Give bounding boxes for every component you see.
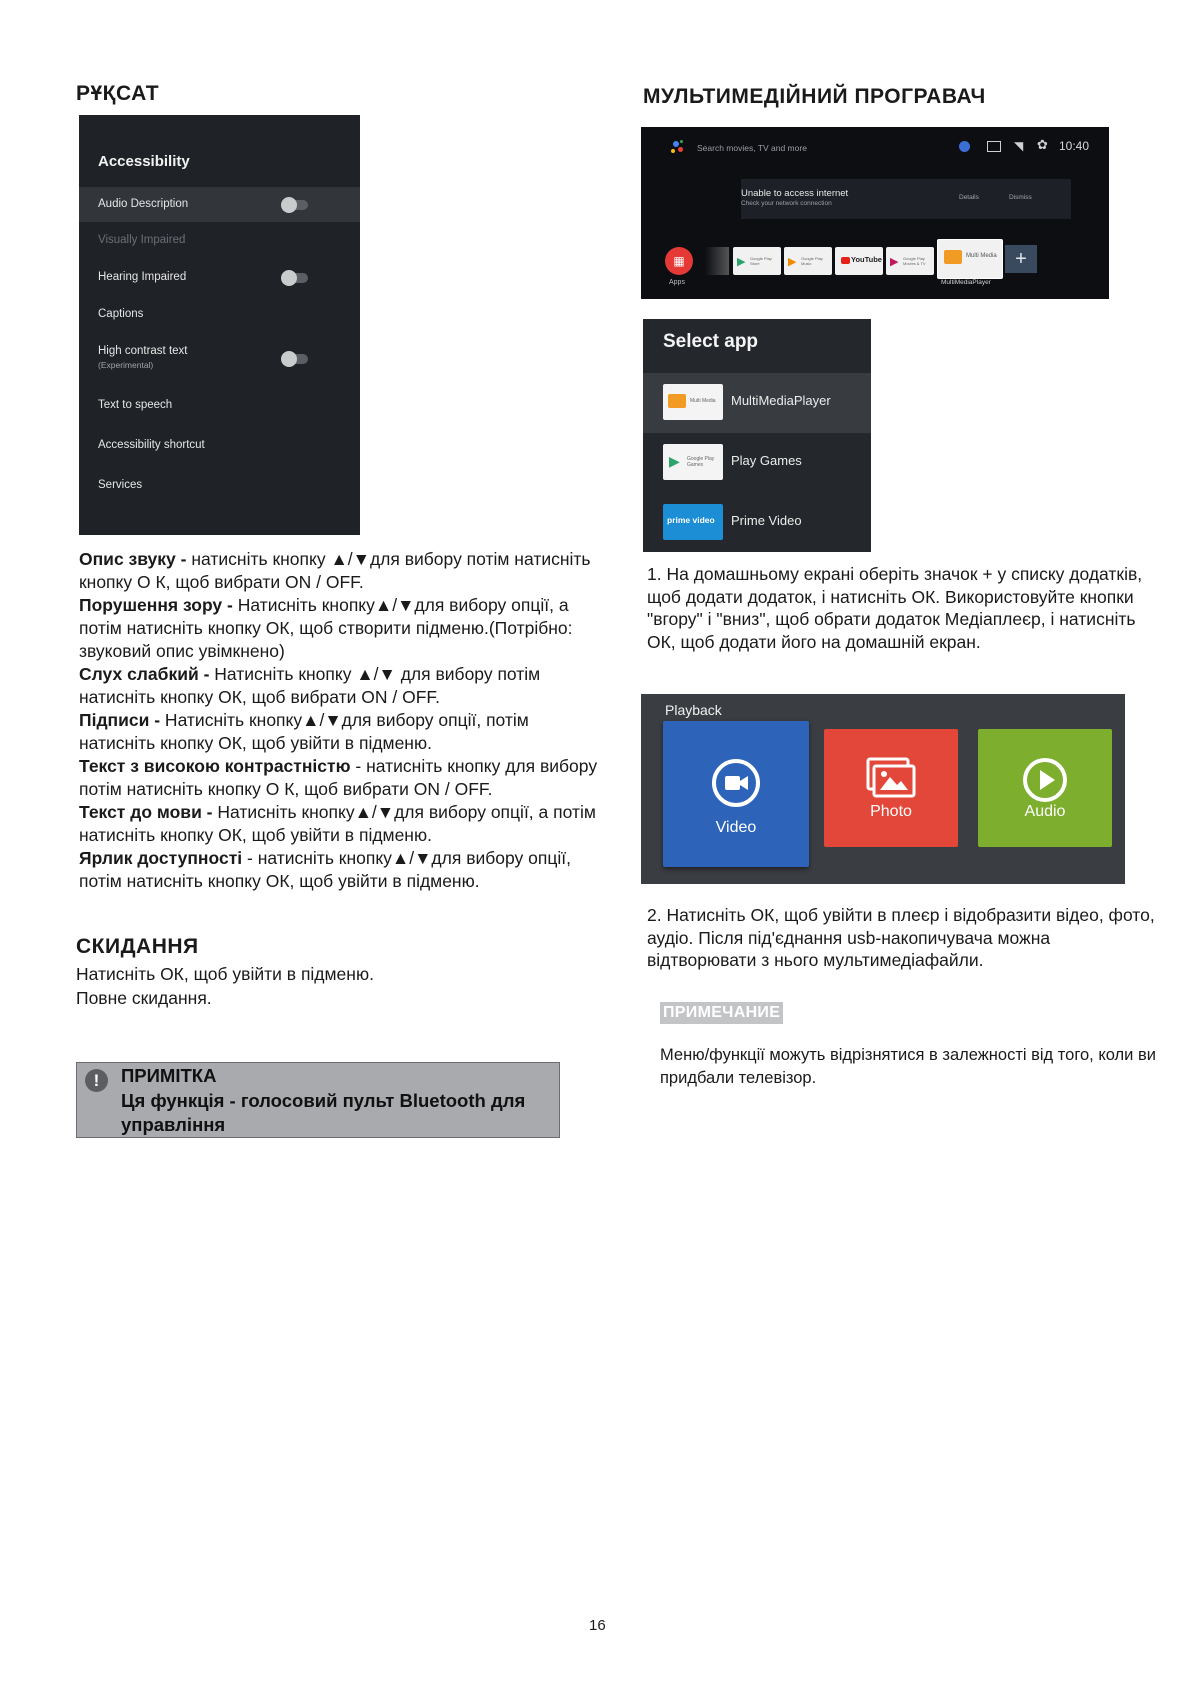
step-2-text: 2. Натисніть ОК, щоб увійти в плеєр і відобразити відео, фото, аудіо. Після під'єднання usb-накопичувача можна відтворювати з нього мультимедіафайли. — [647, 905, 1155, 970]
acc-item-text-to-speech[interactable] — [79, 384, 360, 424]
acc-item-label: Audio Description — [98, 198, 189, 210]
accessibility-screenshot — [79, 115, 360, 535]
app-row-prime-video[interactable] — [643, 493, 871, 553]
note-body: Меню/функції можуть відрізнятися в залежності від того, коли ви придбали телевізор. — [660, 1046, 1156, 1087]
chip-label: Google Play Music — [801, 256, 823, 266]
thumb-label: Multi Media — [690, 398, 716, 404]
section-title-reset: СКИДАННЯ — [76, 935, 199, 958]
wifi-icon: ◥ — [1014, 139, 1024, 153]
thumb-label: Google Play Games — [687, 456, 715, 468]
chip-label: Google Play Movies & TV — [903, 256, 926, 266]
assistant-dot-icon — [678, 147, 683, 152]
play-games-icon: ▶ Google Play Games — [663, 444, 723, 480]
desc-hearing-impaired: Слух слабкий - Натисніть кнопку ▲/▼ для вибору потім натисніть кнопку ОК, щоб вибрати ON / OFF. — [79, 664, 541, 707]
play-music-icon: ▶ — [788, 256, 797, 268]
search-placeholder[interactable]: Search movies, TV and more — [697, 143, 807, 153]
app-chip-play-movies[interactable] — [886, 247, 934, 275]
add-app-plus-icon[interactable]: + — [1005, 245, 1037, 273]
photo-tile[interactable] — [824, 729, 958, 847]
photo-label: Photo — [870, 803, 912, 820]
accessibility-title: Accessibility — [98, 153, 190, 170]
select-app-screenshot — [643, 319, 871, 552]
youtube-icon — [841, 257, 850, 264]
chip-label: Google Play Store — [750, 256, 772, 266]
photo-gallery-icon — [864, 757, 918, 801]
playback-title: Playback — [665, 702, 722, 718]
play-store-icon: ▶ — [737, 256, 746, 268]
multimedia-folder-icon — [944, 250, 962, 264]
video-tile[interactable] — [663, 721, 809, 867]
network-banner — [741, 179, 1071, 219]
app-name: Prime Video — [731, 513, 802, 528]
desc-text-to-speech: Текст до мови - Натисніть кнопку▲/▼для вибору опції, а потім натисніть кнопку ОК, щоб увійти в підменю. — [79, 802, 596, 845]
warning-icon: ! — [85, 1069, 108, 1092]
app-chip-youtube[interactable] — [835, 247, 883, 275]
banner-subtitle: Check your network connection — [741, 200, 832, 207]
audio-label: Audio — [1024, 803, 1066, 820]
apps-grid-icon[interactable]: ▦ — [665, 247, 693, 275]
clock-time: 10:40 — [1059, 139, 1090, 153]
section-title-multimedia: МУЛЬТИМЕДІЙНИЙ ПРОГРАВАЧ — [643, 85, 986, 108]
banner-title: Unable to access internet — [741, 188, 849, 199]
app-row-multimediaplayer[interactable] — [643, 373, 871, 433]
toggle-switch-icon[interactable] — [282, 200, 308, 210]
acc-item-visually-impaired[interactable] — [79, 222, 360, 258]
step-1-text: 1. На домашньому екрані оберіть значок + у списку додатків, щоб додати додаток, і натисніть ОК. Використовуйте кнопки "вгору" і "вниз", щоб обрати додаток Медіаплеєр, і натисніть ОК, щоб додати його на домашній екран. — [647, 564, 1143, 652]
page-number: 16 — [589, 1617, 606, 1634]
focused-app-label: MultiMediaPlayer — [941, 279, 991, 286]
desc-audio-description: Опис звуку - натисніть кнопку ▲/▼для вибору потім натисніть кнопку О К, щоб вибрати ON / OFF. — [79, 549, 591, 592]
toggle-switch-icon[interactable] — [282, 354, 308, 364]
app-chip-faded[interactable] — [705, 247, 729, 275]
app-name: MultiMediaPlayer — [731, 393, 831, 408]
reset-line-2: Повне скидання. — [76, 988, 212, 1008]
acc-item-label: High contrast text — [98, 345, 188, 357]
apps-label: Apps — [669, 279, 685, 286]
assistant-dot-icon — [680, 140, 683, 143]
note-box — [76, 1062, 560, 1138]
note-title: ПРИМІТКА — [121, 1065, 217, 1086]
note-tag: ПРИМЕЧАНИЕ — [660, 1002, 783, 1024]
toggle-switch-icon[interactable] — [282, 273, 308, 283]
acc-item-services[interactable] — [79, 464, 360, 504]
acc-item-audio-description[interactable] — [79, 187, 360, 222]
acc-item-hearing-impaired[interactable] — [79, 258, 360, 296]
desc-high-contrast: Текст з високою контрастністю - натисніть кнопку для вибору потім натисніть кнопку О К, щоб вибрати ON / OFF. — [79, 756, 598, 799]
home-screen-screenshot — [641, 127, 1109, 299]
section-title-permission: РҰҚСАТ — [76, 82, 160, 105]
acc-item-captions[interactable] — [79, 296, 360, 332]
acc-item-label: Text to speech — [98, 399, 173, 411]
select-app-title: Select app — [663, 331, 759, 352]
thumb-label: prime video — [667, 515, 715, 525]
audio-tile[interactable] — [978, 729, 1112, 847]
input-source-icon[interactable] — [987, 141, 1001, 152]
accessibility-descriptions — [79, 548, 609, 893]
chip-label: Multi Media — [966, 253, 997, 259]
video-camera-icon — [710, 757, 762, 809]
app-row-play-games[interactable] — [643, 433, 871, 493]
note-text: Ця функція - голосовий пульт Bluetooth для управління — [121, 1090, 526, 1135]
desc-visually-impaired: Порушення зору - Натисніть кнопку▲/▼для вибору опції, а потім натисніть кнопку ОК, щоб створити підменю.(Потрібно: звуковий опис увімкнено) — [79, 595, 573, 661]
play-circle-icon — [1020, 755, 1070, 805]
chip-label: YouTube — [851, 255, 882, 264]
app-chip-play-store[interactable] — [733, 247, 781, 275]
reset-body — [76, 962, 374, 1010]
desc-accessibility-shortcut: Ярлик доступності - натисніть кнопку▲/▼для вибору опції, потім натисніть кнопку ОК, щоб увійти в підменю. — [79, 848, 572, 891]
play-movies-icon: ▶ — [890, 256, 899, 268]
details-button[interactable]: Details — [959, 194, 979, 201]
prime-video-icon — [663, 504, 723, 540]
acc-item-label: Hearing Impaired — [98, 271, 187, 283]
video-label: Video — [715, 819, 757, 836]
acc-item-label: Accessibility shortcut — [98, 439, 205, 451]
assistant-icon[interactable] — [673, 141, 679, 147]
multimedia-app-icon — [663, 384, 723, 420]
dismiss-button[interactable]: Dismiss — [1009, 194, 1032, 201]
playback-screenshot — [641, 694, 1125, 884]
acc-item-label: Services — [98, 479, 143, 491]
reset-line-1: Натисніть ОК, щоб увійти в підменю. — [76, 964, 374, 984]
app-name: Play Games — [731, 453, 802, 468]
acc-item-high-contrast[interactable] — [79, 332, 360, 384]
account-icon[interactable] — [959, 141, 970, 152]
desc-captions: Підписи - Натисніть кнопку▲/▼для вибору опції, потім натисніть кнопку ОК, щоб увійти в підменю. — [79, 710, 529, 753]
app-chip-play-music[interactable] — [784, 247, 832, 275]
acc-item-sublabel: (Experimental) — [98, 360, 154, 370]
settings-gear-icon[interactable]: ✿ — [1037, 137, 1048, 152]
acc-item-label: Captions — [98, 308, 144, 320]
assistant-dot-icon — [671, 149, 675, 153]
app-chip-multimedia-focused[interactable] — [937, 239, 1003, 279]
acc-item-accessibility-shortcut[interactable] — [79, 424, 360, 464]
acc-item-label: Visually Impaired — [98, 234, 186, 246]
